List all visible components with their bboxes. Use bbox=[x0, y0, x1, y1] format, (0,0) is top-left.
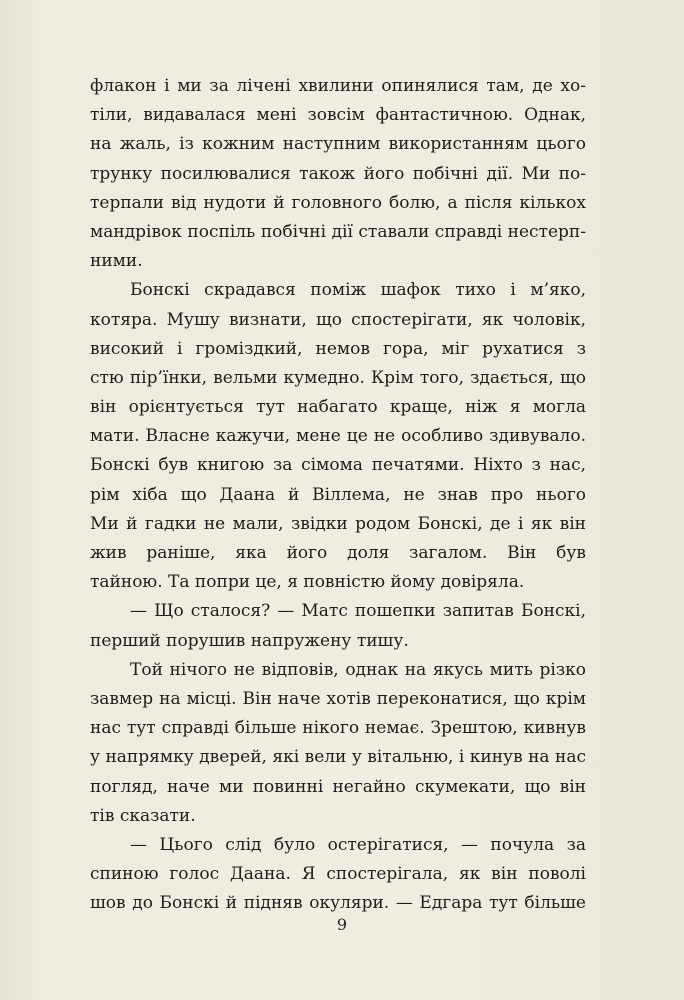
text-line: тайною. Та попри це, я повністю йому довіряла. bbox=[90, 572, 525, 593]
text-line: — Цього слід було остерігатися, — почула за bbox=[130, 834, 586, 855]
text-line: на жаль, із кожним наступним використанням цього bbox=[90, 134, 586, 155]
text-line: стю пір’їнки, вельми кумедно. Крім того, здається, що bbox=[90, 367, 586, 388]
text-line: флакон і ми за лічені хвилини опинялися там, де хо- bbox=[90, 76, 586, 96]
text-line: — Що сталося? — Матс пошепки запитав Бонскі, bbox=[130, 601, 586, 622]
text-line: котяра. Мушу визнати, що спостерігати, як чоловік, bbox=[90, 309, 586, 330]
text-line: терпали від нудоти й головного болю, а після кількох bbox=[90, 192, 586, 213]
text-line: тів сказати. bbox=[90, 805, 196, 826]
page-number: 9 bbox=[336, 915, 348, 934]
body-text bbox=[90, 72, 586, 918]
text-line: Бонскі скрадався поміж шафок тихо і м’яко, bbox=[130, 280, 586, 301]
text-line: Той нічого не відповів, однак на якусь мить різко bbox=[130, 659, 586, 680]
text-line: спиною голос Даана. Я спостерігала, як він поволі bbox=[90, 864, 586, 885]
text-line: мандрівок поспіль побічні дії ставали справді нестерп- bbox=[90, 221, 586, 242]
text-line: погляд, наче ми повинні негайно скумекати, що він bbox=[90, 776, 586, 797]
text-line: Бонскі був книгою за сімома печатями. Ніхто з нас, bbox=[90, 455, 586, 476]
text-line: ними. bbox=[90, 251, 143, 272]
text-line: високий і громіздкий, немов гора, міг рухатися з bbox=[90, 338, 586, 359]
text-line: мати. Власне кажучи, мене це не особливо здивувало. bbox=[90, 426, 586, 447]
text-line: Ми й гадки не мали, звідки родом Бонскі, де і як він bbox=[90, 513, 586, 534]
text-line: шов до Бонскі й підняв окуляри. — Едгара тут більше bbox=[90, 893, 586, 914]
text-line: трунку посилювалися також його побічні дії. Ми по- bbox=[90, 163, 586, 184]
text-line: тіли, видавалася мені зовсім фантастичною. Однак, bbox=[90, 105, 586, 126]
text-line: перший порушив напружену тишу. bbox=[90, 630, 409, 651]
text-line: він орієнтується тут набагато краще, ніж я могла bbox=[90, 397, 586, 418]
text-line: рім хіба що Даана й Віллема, не знав про нього bbox=[90, 484, 586, 505]
text-line: жив раніше, яка його доля загалом. Він був bbox=[90, 543, 586, 563]
text-line: завмер на місці. Він наче хотів переконатися, що крім bbox=[90, 688, 586, 709]
text-line: у напрямку дверей, які вели у вітальню, і кинув на нас bbox=[90, 747, 586, 768]
text-line: нас тут справді більше нікого немає. Зрештою, кивнув bbox=[90, 718, 586, 739]
